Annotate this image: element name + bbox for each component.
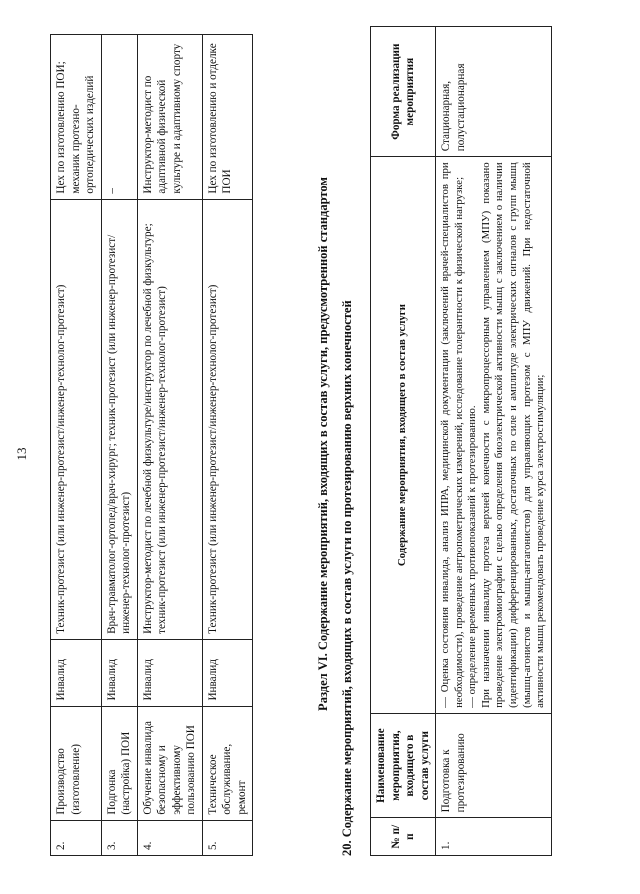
row-number: 1. [436, 818, 552, 856]
event-name: Подгонка (настройка) ПОИ [101, 706, 137, 820]
table-row [436, 27, 552, 856]
table-row [101, 35, 137, 856]
implementation-form: Стационарная, полустационарная [436, 27, 552, 157]
page-number: 13 [14, 447, 29, 461]
header-name: Наименование мероприятия, входящего в состав услуги [371, 713, 436, 817]
place: Цех по изготовлению ПОИ; механик протезно-ортопедических изделий [51, 35, 102, 200]
recipient: Инвалид [101, 639, 137, 706]
header-number: № п/п [371, 818, 436, 856]
bottom-table [370, 26, 552, 856]
subsection-title: 20. Содержание мероприятий, входящих в состав услуги по протезированию верхних конечностей [340, 300, 354, 856]
top-table [50, 34, 253, 856]
table-row [137, 35, 202, 856]
specialists: Техник-протезист (или инженер-протезист/инженер-технолог-протезист) [51, 199, 102, 639]
table-header-row [371, 27, 436, 856]
row-number: 2. [51, 820, 102, 855]
recipient: Инвалид [137, 639, 202, 706]
content-paragraph: — Оценка состояния инвалида, анализ ИПРА, медицинской документации (заключений врачей-специалистов при необходимости), проведение антропометрических измерений, исследование толерантности к физической нагрузке; [439, 162, 465, 708]
header-content: Содержание мероприятия, входящего в состав услуги [371, 157, 436, 714]
event-name: Обучение инвалида безопасному и эффективному пользованию ПОИ [137, 706, 202, 820]
recipient: Инвалид [51, 639, 102, 706]
recipient: Инвалид [202, 639, 253, 706]
table-row [51, 35, 102, 856]
event-name: Техническое обслуживание, ремонт [202, 706, 253, 820]
place: – [101, 35, 137, 200]
event-name: Подготовка к протезированию [436, 713, 552, 817]
table-row [202, 35, 253, 856]
header-form: Форма реализации мероприятия [371, 27, 436, 157]
event-content [436, 157, 552, 714]
event-name: Производство (изготовление) [51, 706, 102, 820]
row-number: 3. [101, 820, 137, 855]
row-number: 4. [137, 820, 202, 855]
specialists: Врач-травматолог-ортопед/врач-хирург; техник-протезист (или инженер-протезист/инженер-технолог-протезист) [101, 199, 137, 639]
section-title: Раздел VI. Содержание мероприятий, входящих в состав услуги, предусмотренной стандартом [316, 177, 330, 711]
content-paragraph: — определение временных противопоказаний к протезированию. [466, 405, 479, 708]
specialists: Техник-протезист (или инженер-протезист/инженер-технолог-протезист) [202, 199, 253, 639]
content-paragraph: При назначении инвалиду протеза верхней конечности с микропроцессорным управлением (МПУ) показано проведение электромиографии с целью определения биоэлектрической активности мышц с заключением о наличии (идентификации) дифференцированных, достаточных по силе и амплитуде электрических сигналов с групп мышц (мышц-агонистов и мышц-антагонистов) для управляющих протезом с МПУ движений. При недостаточной активности мышц рекомендовать проведение курса электростимуляции; [479, 162, 547, 708]
place: Инструктор-методист по адаптивной физической культуре и адаптивному спорту [137, 35, 202, 200]
specialists: Инструктор-методист по лечебной физкультуре/инструктор по лечебной физкультуре; техник-протезист (или инженер-протезист/инженер-технолог-протезист) [137, 199, 202, 639]
row-number: 5. [202, 820, 253, 855]
place: Цех по изготовлению и отделке ПОИ [202, 35, 253, 200]
